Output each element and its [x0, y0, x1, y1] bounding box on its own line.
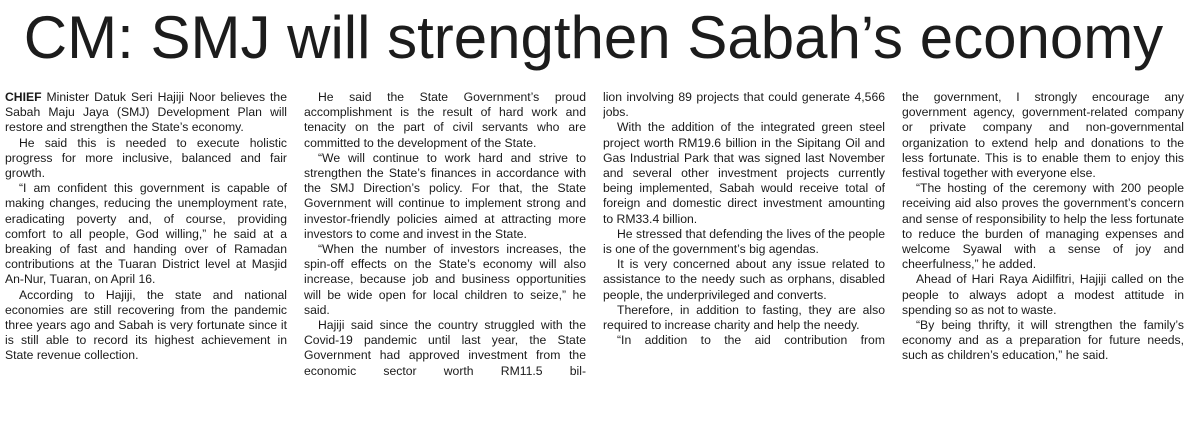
paragraph: With the addition of the integrated green steel project worth RM19.6 billion in the Sipitang Oil and Gas Industrial Park that was signed last November and several other investment projects currently being implemented, Sabah would receive total of foreign and domestic direct investment amounting to RM33.4 billion.: [603, 120, 885, 226]
paragraph: “By being thrifty, it will strengthen the family’s economy and as a preparation for future needs, such as children’s education,” he said.: [902, 318, 1184, 363]
paragraph: He said the State Government’s proud accomplishment is the result of hard work and tenacity on the part of civil servants who are committed to the development of the State.: [304, 90, 586, 150]
column-1: [5, 90, 287, 430]
paragraph: He stressed that defending the lives of the people is one of the government’s big agendas.: [603, 226, 885, 257]
article-body: [5, 90, 1185, 430]
paragraph: “We will continue to work hard and strive to strengthen the State’s finances in accordance with the SMJ Direction’s policy. For that, the State Government will continue to implement strong and investor-friendly policies aimed at attracting more investors to come and invest in the State.: [304, 150, 586, 241]
paragraph: “In addition to the aid contribution from: [617, 333, 885, 348]
paragraph: Therefore, in addition to fasting, they are also required to increase charity and help the needy.: [603, 302, 885, 333]
column-4: [902, 90, 1184, 430]
paragraph: It is very concerned about any issue related to assistance to the needy such as orphans, disabled people, the underprivileged and converts.: [603, 257, 885, 302]
paragraph: Hajiji said since the country struggled with the Covid-19 pandemic until last year, the State Government had approved investment from the economic sector worth RM11.5 bil-: [304, 318, 586, 378]
lead-word: CHIEF: [5, 90, 42, 104]
paragraph: According to Hajiji, the state and national economies are still recovering from the pandemic three years ago and Sabah is very fortunate since it is still able to record its highest achievement in State revenue collection.: [5, 287, 287, 363]
paragraph-text: Minister Datuk Seri Hajiji Noor believes the Sabah Maju Jaya (SMJ) Development Plan will restore and strengthen the State’s economy.: [5, 90, 287, 135]
paragraph: [5, 90, 287, 136]
column-3: [603, 90, 885, 430]
paragraph: “I am confident this government is capable of making changes, reducing the unemployment rate, eradicating poverty and, of course, providing comfort to all people, God willing,” he said at a breaking of fast and handing over of Ramadan contributions at the Tuaran District level at Masjid An-Nur, Tuaran, on April 16.: [5, 181, 287, 287]
paragraph: “The hosting of the ceremony with 200 people receiving aid also proves the government’s concern and sense of responsibility to help the less fortunate to reduce the burden of managing expenses and welcome Syawal with a sense of joy and cheerfulness,” he added.: [902, 181, 1184, 272]
paragraph: He said this is needed to execute holistic progress for more inclusive, balanced and fair growth.: [5, 135, 287, 181]
column-2: [304, 90, 586, 430]
paragraph: “When the number of investors increases, the spin-off effects on the State’s economy will also increase, because job and business opportunities will be wide open for local children to seize,” he said.: [304, 242, 586, 317]
paragraph-continuation: the government, I strongly encourage any government agency, government-related company or private company and non-governmental organization to extend help and donations to the less fortunate. This is to enable them to enjoy this festival together with everyone else.: [902, 90, 1184, 181]
headline: CM: SMJ will strengthen Sabah’s economy: [23, 4, 1164, 71]
paragraph: Ahead of Hari Raya Aidilfitri, Hajiji called on the people to always adopt a modest attitude in spending so as not to waste.: [902, 272, 1184, 317]
paragraph-continuation: lion involving 89 projects that could generate 4,566 jobs.: [603, 90, 885, 120]
